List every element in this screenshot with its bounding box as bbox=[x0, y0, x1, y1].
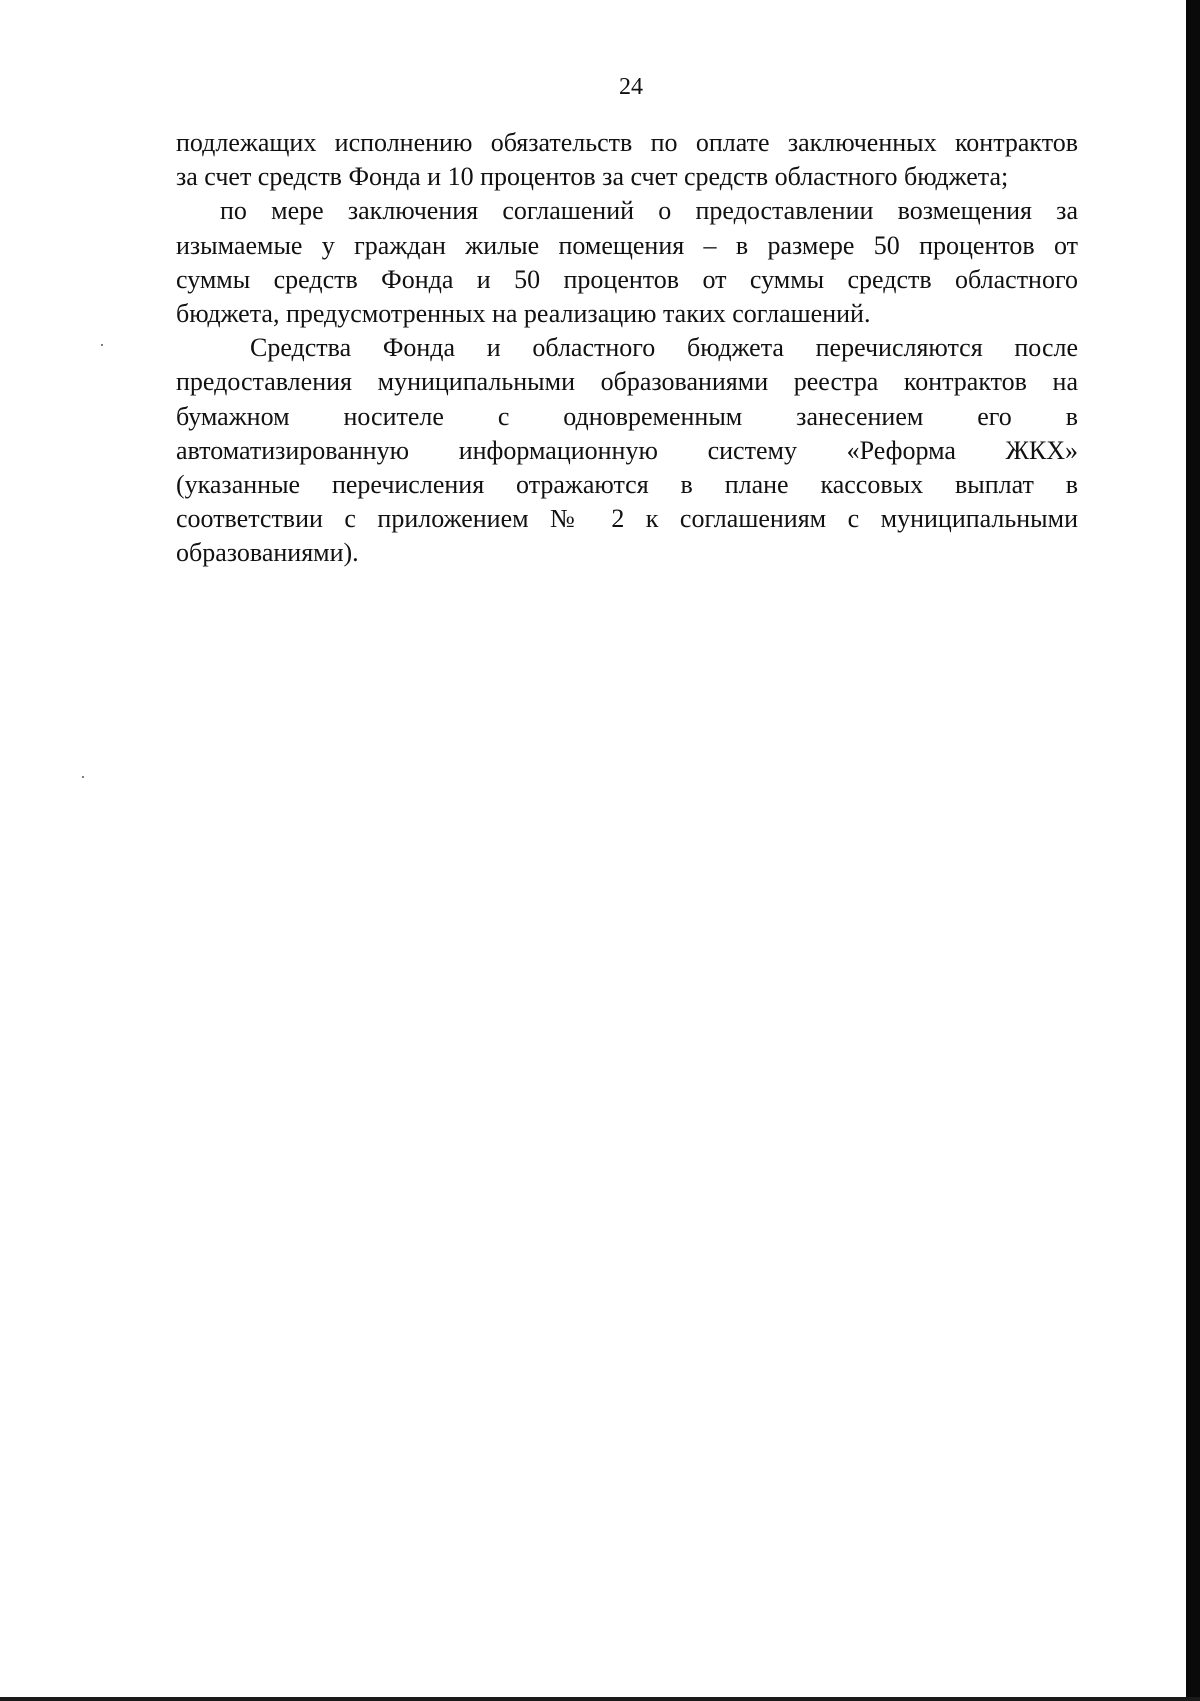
scan-border-right bbox=[1186, 0, 1200, 1701]
text-line: суммы средств Фонда и 50 процентов от суммы средств областного bbox=[176, 264, 1078, 294]
text-line: соответствии с приложением № 2 к соглашениям с муниципальными bbox=[176, 504, 1078, 534]
text-line: бюджета, предусмотренных на реализацию таких соглашений. bbox=[176, 298, 871, 328]
paragraph-3 bbox=[176, 331, 1078, 570]
paragraph-1 bbox=[176, 126, 1078, 194]
text-line: изымаемые у граждан жилые помещения – в размере 50 процентов от bbox=[176, 230, 1078, 260]
scan-border-bottom bbox=[0, 1697, 1200, 1701]
text-line: по мере заключения соглашений о предоставлении возмещения за bbox=[220, 196, 1078, 226]
text-line: автоматизированную информационную систему «Реформа ЖКХ» bbox=[176, 435, 1078, 465]
paragraph-2 bbox=[176, 194, 1078, 331]
text-line: образованиями). bbox=[176, 538, 359, 568]
document-body bbox=[176, 126, 1078, 570]
text-line: подлежащих исполнению обязательств по оплате заключенных контрактов bbox=[176, 128, 1078, 157]
scan-speck bbox=[101, 344, 103, 346]
scan-speck bbox=[82, 776, 84, 778]
page-number: 24 bbox=[619, 74, 643, 100]
text-line: бумажном носителе с одновременным занесением его в bbox=[176, 401, 1078, 431]
text-line: Средства Фонда и областного бюджета перечисляются после bbox=[250, 333, 1078, 363]
text-line: (указанные перечисления отражаются в плане кассовых выплат в bbox=[176, 469, 1078, 499]
text-line: за счет средств Фонда и 10 процентов за счет средств областного бюджета; bbox=[176, 162, 1009, 192]
text-line: предоставления муниципальными образованиями реестра контрактов на bbox=[176, 367, 1078, 397]
